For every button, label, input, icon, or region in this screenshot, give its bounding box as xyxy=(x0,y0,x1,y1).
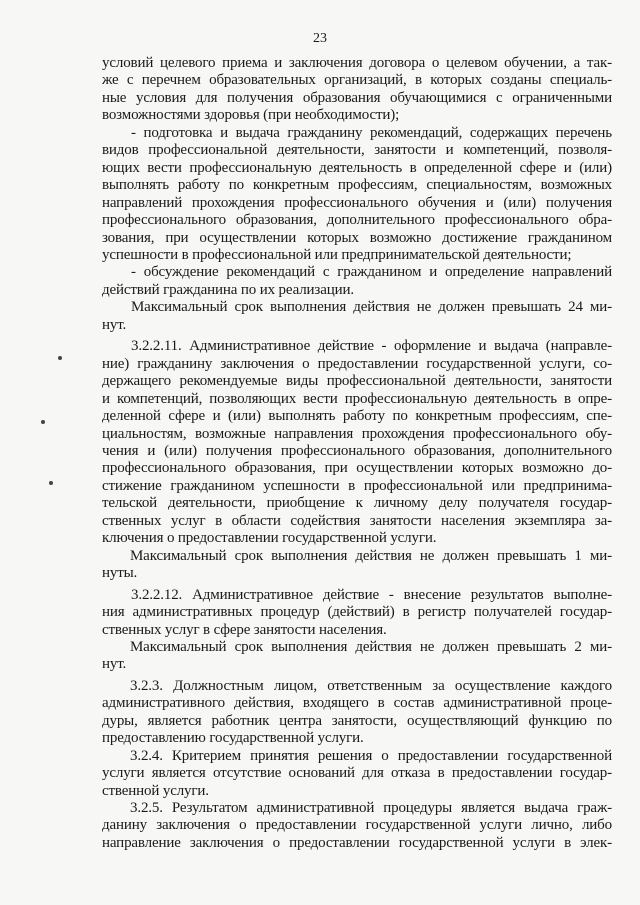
scan-speck xyxy=(58,356,62,360)
text-line: ственных услуг в области содействия занятости населения экземпляра за- xyxy=(102,512,612,529)
text-line: же с перечнем образовательных организаций, в которых созданы специаль- xyxy=(102,72,612,89)
text-line: тельской деятельности, приобщение к личному делу получателя государ- xyxy=(102,495,612,512)
text-line: направление заключения о предоставлении государственной услуги в элек- xyxy=(102,834,612,851)
text-line: стижение гражданином успешности в профессиональной или предпринима- xyxy=(102,477,612,494)
text-line: профессионального образования, дополнительного профессионального обра- xyxy=(102,212,612,229)
text-line: ния административных процедур (действий) в регистр получателей государ- xyxy=(102,604,612,621)
text-line: действий гражданина по их реализации. xyxy=(102,281,354,298)
text-line: 3.2.5. Результатом административной процедуры является выдача граж- xyxy=(130,800,612,817)
text-line: дуры, является работник центра занятости, осуществляющий функцию по xyxy=(102,712,612,729)
text-line: Максимальный срок выполнения действия не должен превышать 2 ми- xyxy=(130,638,612,655)
text-line: ные условия для получения образования обучающимися с ограниченными xyxy=(102,89,612,106)
text-line: - обсуждение рекомендаций с гражданином и определение направлений xyxy=(131,264,612,281)
text-line: нуты. xyxy=(102,565,138,582)
text-line: условий целевого приема и заключения договора о целевом обучении, а так- xyxy=(102,55,612,71)
text-line: выполнять работу по конкретным профессиям, специальностям, возможных xyxy=(102,177,612,194)
text-line: Максимальный срок выполнения действия не должен превышать 24 ми- xyxy=(131,299,612,316)
text-line: нут. xyxy=(102,316,127,333)
text-line: циальностям, возможные направления прохождения профессионального обу- xyxy=(102,425,612,442)
text-line: и компетенций, позволяющих вести профессиональную деятельность в опре- xyxy=(102,390,612,407)
text-line: ственной услуги. xyxy=(102,782,209,799)
text-line: видов профессиональной деятельности, занятости и компетенций, позволя- xyxy=(102,142,612,159)
text-line: - подготовка и выдача гражданину рекомендаций, содержащих перечень xyxy=(131,124,612,141)
text-line: 3.2.2.11. Административное действие - оформление и выдача (направле- xyxy=(131,338,612,355)
text-line: 3.2.2.12. Административное действие - внесение результатов выполне- xyxy=(131,586,612,603)
text-line: услуги является отсутствие оснований для отказа в предоставлении государ- xyxy=(102,765,612,782)
text-line: Максимальный срок выполнения действия не должен превышать 1 ми- xyxy=(130,547,612,564)
text-line: держащего рекомендуемые виды профессиональной деятельности, занятости xyxy=(102,373,612,390)
text-line: предоставлению государственной услуги. xyxy=(102,730,364,747)
page-number: 23 xyxy=(313,31,327,46)
document-body xyxy=(102,55,612,852)
text-line: 3.2.3. Должностным лицом, ответственным за осуществление каждого xyxy=(130,677,612,694)
text-line: ющих вести профессиональную деятельность в определенной сфере и (или) xyxy=(102,159,612,176)
text-line: профессионального образования, при осуществлении которых возможно до- xyxy=(102,460,612,477)
text-line: деленной сфере и (или) выполнять работу по конкретным профессиям, спе- xyxy=(102,408,612,425)
text-line: 3.2.4. Критерием принятия решения о предоставлении государственной xyxy=(130,747,612,764)
text-line: нут. xyxy=(102,656,127,673)
scan-speck xyxy=(49,481,53,485)
text-line: успешности в профессиональной или предпринимательской деятельности; xyxy=(102,246,572,263)
text-line: ключения о предоставлении государственной услуги. xyxy=(102,530,437,547)
text-line: ственных услуг в сфере занятости населения. xyxy=(102,621,387,638)
text-line: ние) гражданину заключения о предоставлении государственной услуги, со- xyxy=(102,355,612,372)
text-line: возможностями здоровья (при необходимости); xyxy=(102,107,400,124)
text-line: направлений прохождения профессионального обучения и (или) получения xyxy=(102,194,612,211)
text-line: административного действия, входящего в состав административной проце- xyxy=(102,695,612,712)
scan-speck xyxy=(41,420,45,424)
text-line: зования, при осуществлении которых возможно достижение гражданином xyxy=(102,229,612,246)
text-line: данину заключения о предоставлении государственной услуги лично, либо xyxy=(102,817,612,834)
text-line: чения и (или) получения профессионального образования, дополнительного xyxy=(102,442,612,459)
